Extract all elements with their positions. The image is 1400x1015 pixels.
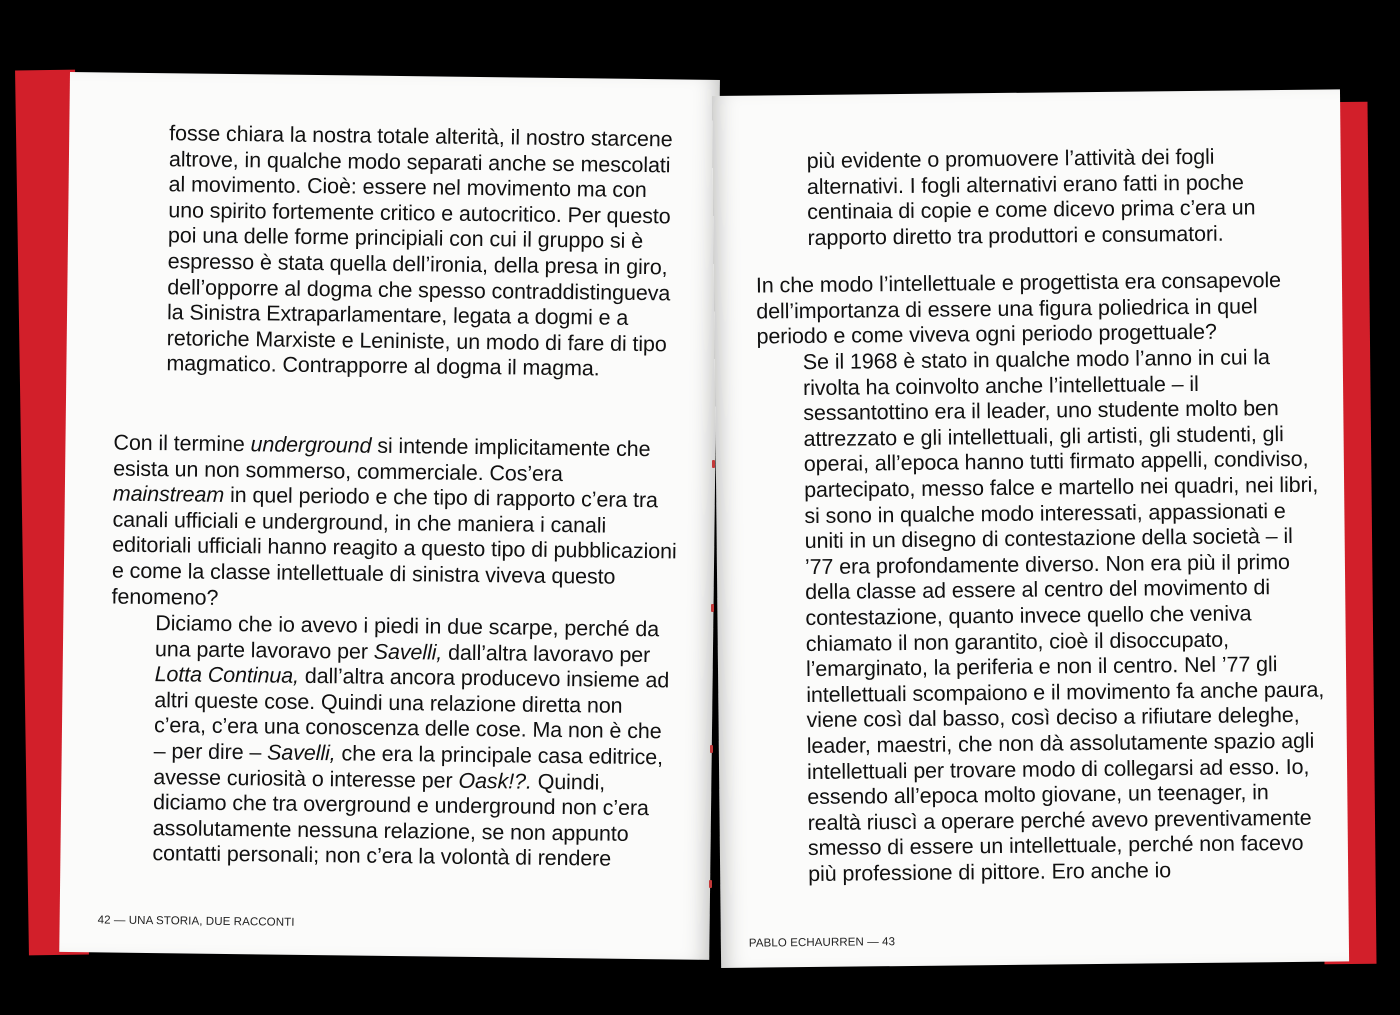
left-interview-answer: Diciamo che io avevo i piedi in due scarpe, perché da una parte lavoravo per Savelli, dall’altra lavoravo per Lotta Continua, dall’altra ancora producevo insieme ad altri queste cose. Quindi una relazione diretta non c’era, c’era una conoscenza delle cose. Ma non è che – per dire – Savelli, che era la principale casa editrice, avesse curiosità o interesse per Oask!?. Quindi, diciamo che tra overground e underground non c’era assolutamente nessuna relazione, se non appunto contatti personali; non c’era la volontà di rendere (152, 611, 670, 872)
left-page-folio: 42 — UNA STORIA, DUE RACCONTI (97, 914, 295, 929)
left-interview-question: Con il termine underground si intende implicitamente che esista un non sommerso, commerciale. Cos’era mainstream in quel periodo e che tipo di rapporto c’era tra canali ufficiali e underground, in che maniera i canali editoriali ufficiali hanno reagito a questo tipo di pubblicazioni e come la classe intellettuale di sinistra viveva questo fenomeno? (111, 430, 677, 610)
right-interview-answer: Se il 1968 è stato in qualche modo l’anno in cui la rivolta ha coinvolto anche l’intellettuale – il sessantottino era il leader, uno studente molto ben attrezzato e gli intellettuali, gli artisti, gli studenti, gli operai, all’epoca hanno tutti firmato appelli, condiviso, partecipato, messo falce e martello nei quadri, nei libri, si sono in qualche modo interessati, appassionati e uniti in un disegno di contestazione della società – il ’77 era profondamente diverso. Non era più il primo della classe ad essere al centro del movimento di contestazione, quanto invece quello che veniva chiamato il non garantito, cioè il disoccupato, l’emarginato, la periferia e non il centro. Nel ’77 gli intellettuali scompaiono e il movimento fa anche paura, viene così dal basso, così deciso a rifiutare deleghe, leader, maestri, che non dà assolutamente spazio agli intellettuali per trovare modo di collegarsi ad esso. Io, essendo all’epoca molto giovane, un teenager, in realtà riuscì a operare perché avevo preventivamente smesso di essere un intellettuale, perché non facevo più professione di pittore. Ero anche io (802, 345, 1325, 886)
right-continuation-paragraph: più evidente o promuovere l’attività dei fogli alternativi. I fogli alternativi erano fatti in poche centinaia di copie e come dicevo prima c’era un rapporto diretto tra produttori e consumatori. (806, 144, 1256, 250)
binding-stitch (709, 880, 712, 888)
binding-stitch (710, 745, 713, 753)
left-continuation-paragraph: fosse chiara la nostra totale alterità, il nostro starcene altrove, in qualche modo separati anche se mescolati al movimento. Cioè: essere nel movimento ma con uno spirito fortemente critico e autocritico. Per questo poi una delle forme principiali con cui il gruppo si è espresso è stata quella dell’ironia, della presa in giro, dell’opporre al dogma che spesso contraddistingueva la Sinistra Extraparlamentare, legata a dogmi e a retoriche Marxiste e Leniniste, un modo di fare di tipo magmatico. Contrapporre al dogma il magma. (166, 121, 673, 381)
left-page (59, 72, 720, 960)
binding-stitch (712, 460, 715, 468)
right-page (712, 89, 1349, 968)
binding-stitch (711, 604, 714, 612)
right-interview-question: In che modo l’intellettuale e progettista era consapevole dell’importanza di essere una figura poliedrica in quel periodo e come viveva ogni periodo progettuale? (755, 268, 1282, 349)
right-page-folio: PABLO ECHAURREN — 43 (748, 936, 896, 950)
